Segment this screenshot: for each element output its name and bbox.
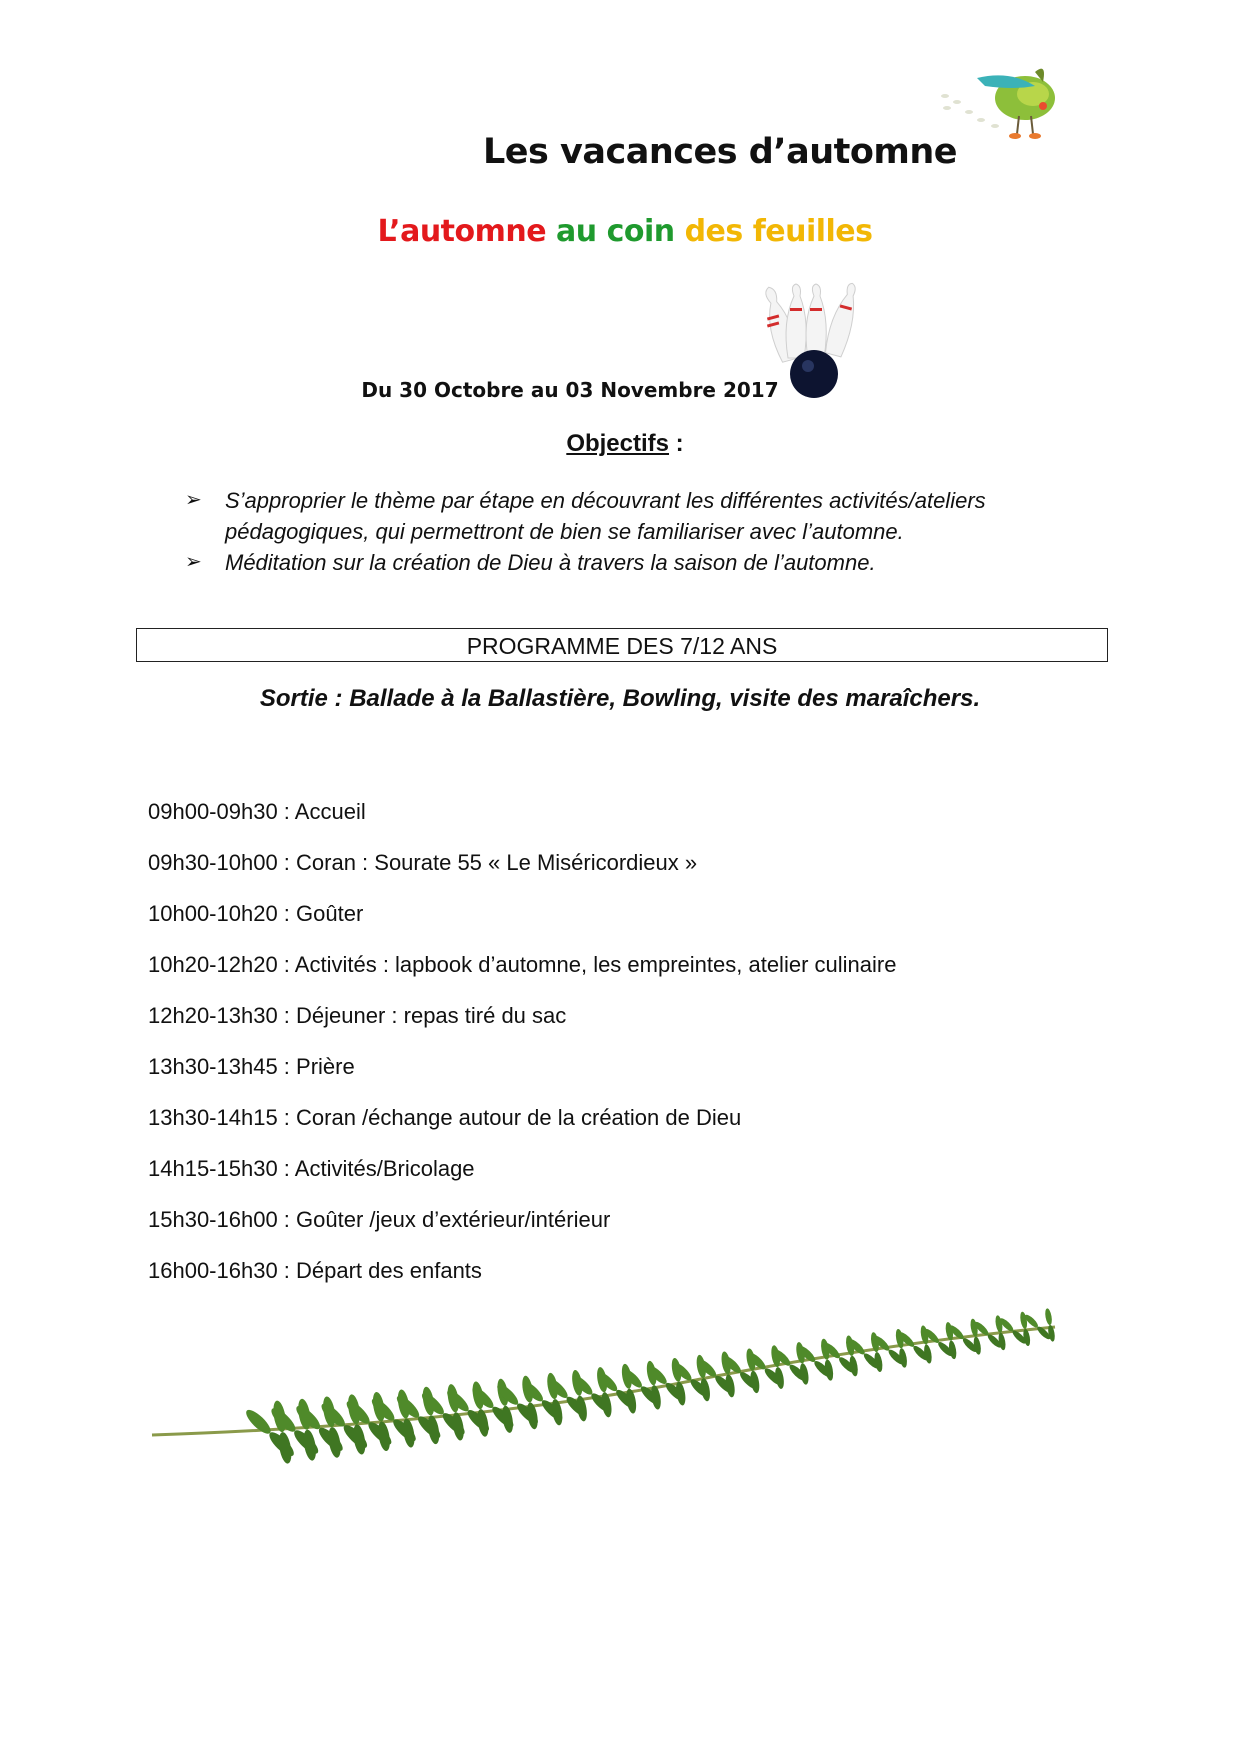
page-title: Les vacances d’automne — [482, 132, 958, 172]
page-subtitle — [300, 214, 950, 249]
subtitle-part-coin: au coin — [556, 214, 685, 249]
list-item — [185, 485, 1085, 547]
schedule-row: 13h30-14h15 : Coran /échange autour de la création de Dieu — [148, 1105, 742, 1130]
arrow-bullet-icon: ➢ — [185, 489, 202, 511]
schedule-row: 12h20-13h30 : Déjeuner : repas tiré du sac — [148, 1003, 567, 1028]
objectifs-heading-colon: : — [669, 430, 684, 457]
objectif-text: S’approprier le thème par étape en découvrant les différentes activités/ateliers pédagogiques, qui permettront de bien se familiariser avec l’automne. — [225, 488, 986, 544]
programme-title: PROGRAMME DES 7/12 ANS — [466, 633, 778, 659]
objectif-text: Méditation sur la création de Dieu à travers la saison de l’automne. — [225, 550, 876, 575]
objectifs-heading-label: Objectifs — [566, 430, 670, 457]
schedule-row: 09h00-09h30 : Accueil — [148, 799, 366, 824]
subtitle-part-automne: L’automne — [377, 214, 557, 249]
objectifs-list — [185, 485, 1085, 578]
schedule-list — [148, 797, 1148, 1307]
sortie-line: Sortie : Ballade à la Ballastière, Bowling, visite des maraîchers. — [259, 685, 981, 712]
schedule-row: 13h30-13h45 : Prière — [148, 1054, 355, 1079]
event-dates: Du 30 Octobre au 03 Novembre 2017 — [361, 378, 779, 402]
objectifs-heading — [500, 430, 750, 458]
arrow-bullet-icon: ➢ — [185, 551, 202, 573]
schedule-row: 14h15-15h30 : Activités/Bricolage — [148, 1156, 475, 1181]
subtitle-part-feuilles: des feuilles — [684, 214, 873, 249]
schedule-row: 10h00-10h20 : Goûter — [148, 901, 364, 926]
fern-branch — [150, 1305, 1085, 1465]
programme-box — [136, 628, 1108, 662]
schedule-row: 09h30-10h00 : Coran : Sourate 55 « Le Miséricordieux » — [148, 850, 698, 875]
list-item — [185, 547, 1085, 578]
schedule-row: 10h20-12h20 : Activités : lapbook d’automne, les empreintes, atelier culinaire — [148, 952, 897, 977]
schedule-row: 15h30-16h00 : Goûter /jeux d’extérieur/intérieur — [148, 1207, 611, 1232]
schedule-row: 16h00-16h30 : Départ des enfants — [148, 1258, 482, 1283]
